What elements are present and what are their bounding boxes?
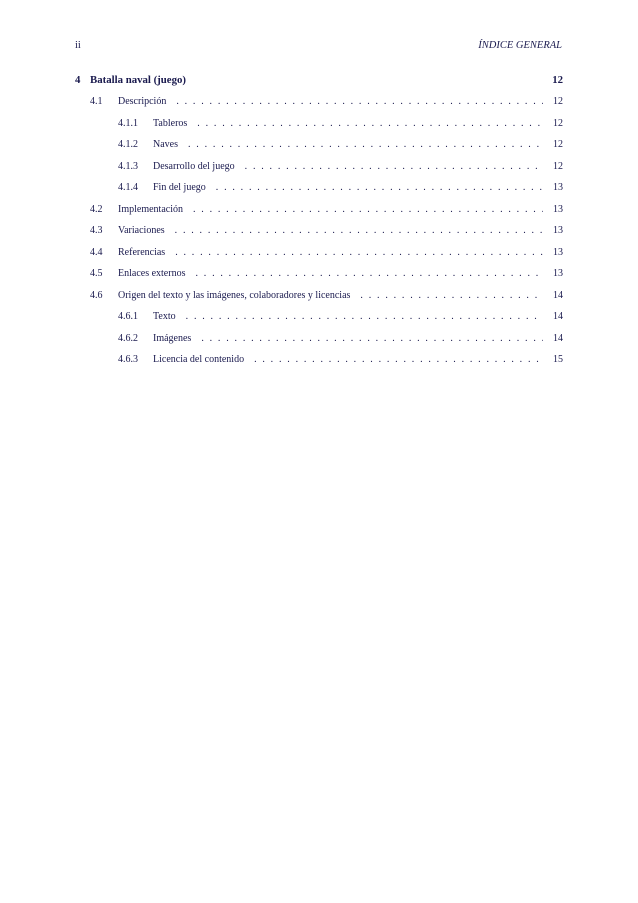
entry-number: 4.1.1 xyxy=(118,117,138,129)
toc-subsection-entry[interactable] xyxy=(75,333,563,355)
entry-title: Referencias xyxy=(118,246,166,258)
entry-number: 4.1.4 xyxy=(118,182,138,193)
entry-page: 12 xyxy=(553,117,563,129)
entry-page: 14 xyxy=(553,311,563,322)
entry-title: Naves xyxy=(153,139,178,150)
dot-leader xyxy=(188,139,543,150)
entry-number: 4.6.1 xyxy=(118,311,138,322)
dot-leader xyxy=(176,96,543,107)
entry-number: 4.6.2 xyxy=(118,332,138,344)
dot-leader xyxy=(175,247,543,258)
toc-subsection-entry[interactable] xyxy=(75,139,563,161)
dot-leader xyxy=(216,182,543,193)
dot-leader xyxy=(195,268,543,279)
entry-title: Implementación xyxy=(118,203,183,215)
entry-title: Imágenes xyxy=(153,332,192,344)
dot-leader xyxy=(193,204,543,215)
entry-number: 4.1.2 xyxy=(118,139,138,150)
dot-leader xyxy=(254,354,543,365)
entry-page: 12 xyxy=(553,96,563,107)
entry-title: Tableros xyxy=(153,117,188,129)
entry-number: 4.6.3 xyxy=(118,354,138,365)
entry-title: Variaciones xyxy=(118,225,165,236)
toc-section-entry[interactable] xyxy=(75,247,563,269)
dot-leader xyxy=(186,311,543,322)
dot-leader xyxy=(201,333,543,344)
entry-page: 12 xyxy=(553,139,563,150)
toc-section-entry[interactable] xyxy=(75,204,563,226)
entry-page: 12 xyxy=(553,160,563,172)
dot-leader xyxy=(360,290,543,301)
entry-title: Texto xyxy=(153,311,176,322)
entry-number: 4.3 xyxy=(90,225,103,236)
entry-page: 13 xyxy=(553,203,563,215)
entry-page: 13 xyxy=(553,225,563,236)
dot-leader xyxy=(175,225,543,236)
toc-section-entry[interactable] xyxy=(75,225,563,247)
entry-number: 4.5 xyxy=(90,268,103,279)
entry-page: 14 xyxy=(553,289,563,301)
entry-page: 15 xyxy=(553,354,563,365)
toc-section-entry[interactable] xyxy=(75,96,563,118)
entry-number: 4.1 xyxy=(90,96,103,107)
toc-entries xyxy=(75,96,563,376)
entry-number: 4.6 xyxy=(90,289,103,301)
toc-subsection-entry[interactable] xyxy=(75,182,563,204)
toc-section-entry[interactable] xyxy=(75,290,563,312)
entry-page: 13 xyxy=(553,182,563,193)
toc-chapter-entry[interactable] xyxy=(75,74,563,91)
toc-subsection-entry[interactable] xyxy=(75,118,563,140)
chapter-page: 12 xyxy=(552,74,563,86)
entry-title: Descripción xyxy=(118,96,167,107)
toc-section-entry[interactable] xyxy=(75,268,563,290)
dot-leader xyxy=(245,161,543,172)
entry-page: 13 xyxy=(553,246,563,258)
dot-leader xyxy=(197,118,543,129)
entry-page: 13 xyxy=(553,268,563,279)
entry-title: Origen del texto y las imágenes, colaboradores y licencias xyxy=(118,289,351,301)
toc-subsection-entry[interactable] xyxy=(75,161,563,183)
table-of-contents xyxy=(75,74,563,376)
chapter-number: 4 xyxy=(75,74,81,86)
running-title: ÍNDICE GENERAL xyxy=(478,40,562,51)
entry-number: 4.1.3 xyxy=(118,160,138,172)
toc-subsection-entry[interactable] xyxy=(75,311,563,333)
entry-page: 14 xyxy=(553,332,563,344)
entry-number: 4.2 xyxy=(90,203,103,215)
entry-title: Desarrollo del juego xyxy=(153,160,235,172)
entry-number: 4.4 xyxy=(90,246,103,258)
chapter-title: Batalla naval (juego) xyxy=(90,74,186,86)
entry-title: Enlaces externos xyxy=(118,268,186,279)
entry-title: Licencia del contenido xyxy=(153,354,245,365)
page-number: ii xyxy=(75,40,81,51)
entry-title: Fin del juego xyxy=(153,182,206,193)
toc-subsection-entry[interactable] xyxy=(75,354,563,376)
